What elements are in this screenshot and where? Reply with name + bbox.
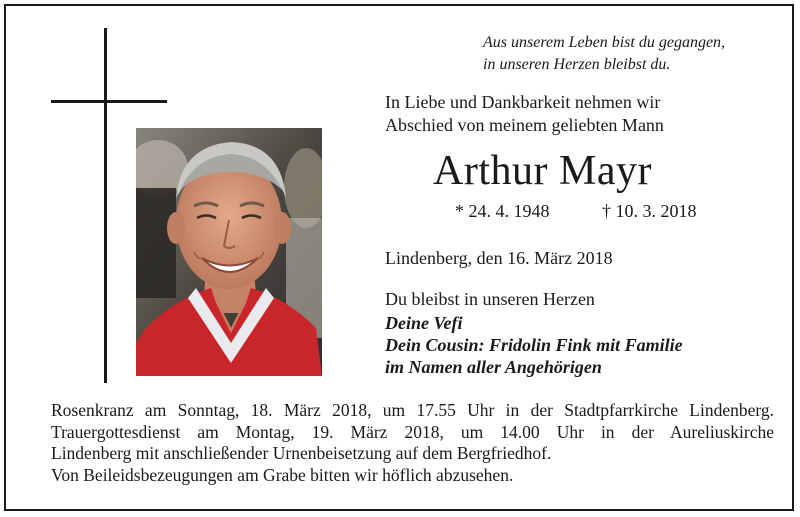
- death-date: † 10. 3. 2018: [602, 201, 697, 221]
- service-notice-line-2: Lindenberg mit anschließender Urnenbeisetzung auf dem Bergfriedhof.: [51, 443, 552, 463]
- portrait-photo: [136, 128, 322, 376]
- birth-date: * 24. 4. 1948: [455, 201, 550, 221]
- portrait-illustration: [136, 128, 322, 376]
- signer-1: Deine Vefi: [385, 313, 463, 333]
- life-dates: [455, 200, 697, 222]
- intro-text: [385, 91, 785, 137]
- cross-horizontal-bar: [51, 100, 167, 103]
- intro-line-1: In Liebe und Dankbarkeit nehmen wir: [385, 92, 661, 112]
- deceased-name: Arthur Mayr: [433, 148, 652, 194]
- quote-line-2: in unseren Herzen bleibst du.: [483, 56, 671, 73]
- heart-line: Du bleibst in unseren Herzen: [385, 289, 595, 309]
- signers-list: [385, 312, 683, 378]
- intro-line-2: Abschied von meinem geliebten Mann: [385, 115, 664, 135]
- memorial-quote: [483, 32, 783, 76]
- funeral-details: [51, 400, 774, 486]
- cross-vertical-bar: [104, 28, 107, 383]
- signer-2: Dein Cousin: Fridolin Fink mit Familie: [385, 335, 683, 355]
- service-notice-line-1: Trauergottesdienst am Montag, 19. März 2018, um 14.00 Uhr in der Aureliuskirche: [51, 421, 774, 442]
- place-and-date: Lindenberg, den 16. März 2018: [385, 248, 613, 268]
- signer-3: im Namen aller Angehörigen: [385, 357, 602, 377]
- quote-line-1: Aus unserem Leben bist du gegangen,: [483, 34, 726, 51]
- rosary-notice: Rosenkranz am Sonntag, 18. März 2018, um 17.55 Uhr in der Stadtpfarrkirche Lindenberg.: [51, 400, 774, 420]
- condolence-notice: Von Beileidsbezeugungen am Grabe bitten wir höflich abzusehen.: [51, 464, 514, 485]
